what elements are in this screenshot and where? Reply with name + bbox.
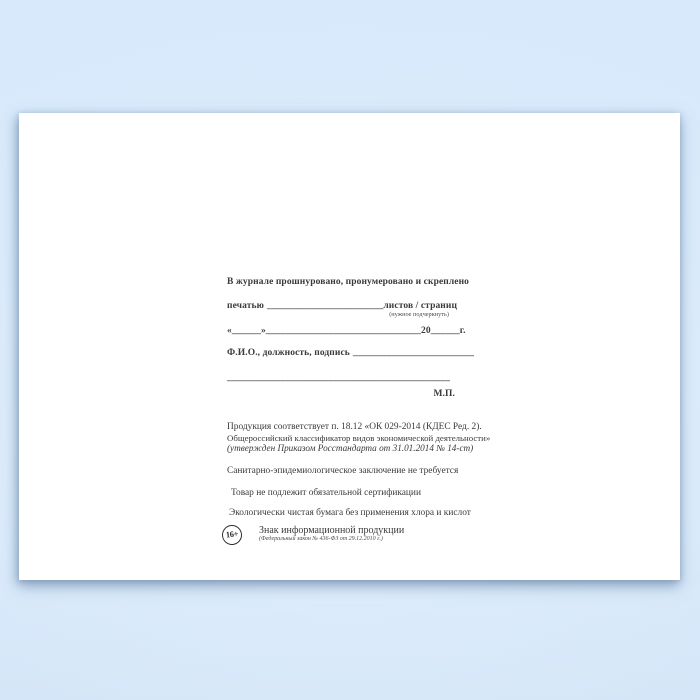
seal-suffix: листов / страниц	[383, 301, 458, 311]
sanitary-statement: Санитарно-эпидемиологическое заключение не требуется	[227, 466, 459, 476]
binding-statement: В журнале прошнуровано, пронумеровано и скреплено	[227, 277, 470, 287]
journal-back-page	[19, 113, 680, 580]
age-rating-law-note: (Федеральный закон № 436-ФЗ от 29.12.2010 г.)	[259, 536, 383, 542]
stamp-mark: М.П.	[433, 389, 455, 399]
date-line: «______»________________________________20______г.	[227, 326, 466, 336]
okved-approval-note: (утвержден Приказом Росстандарта от 31.01.2014 № 14-ст)	[227, 443, 474, 453]
signature-line	[227, 348, 474, 359]
eco-paper-statement: Экологически чистая бумага без применения хлора и кислот	[229, 508, 471, 518]
seal-blank-field: ________________________	[266, 301, 384, 311]
signature-label: Ф.И.О., должность, подпись	[227, 348, 350, 358]
seal-label: печатью	[227, 301, 264, 311]
age-rating-caption	[259, 525, 404, 543]
text-column	[225, 113, 491, 580]
okved-statement-line2: Общероссийский классификатор видов экономической деятельности»	[227, 433, 491, 443]
underline-note: (нужное подчеркнуть)	[389, 311, 449, 318]
okved-statement-line1: Продукция соответствует п. 18.12 «ОК 029-2014 (КДЕС Ред. 2).	[227, 422, 482, 432]
age-16-plus-icon: 16+	[221, 524, 243, 546]
extra-blank-line: ______________________________________________	[227, 373, 451, 383]
age-rating-row	[222, 525, 404, 545]
signature-blank-field: _________________________	[352, 348, 475, 358]
age-rating-label: Знак информационной продукции	[259, 525, 405, 536]
certification-statement: Товар не подлежит обязательной сертификации	[231, 488, 421, 498]
